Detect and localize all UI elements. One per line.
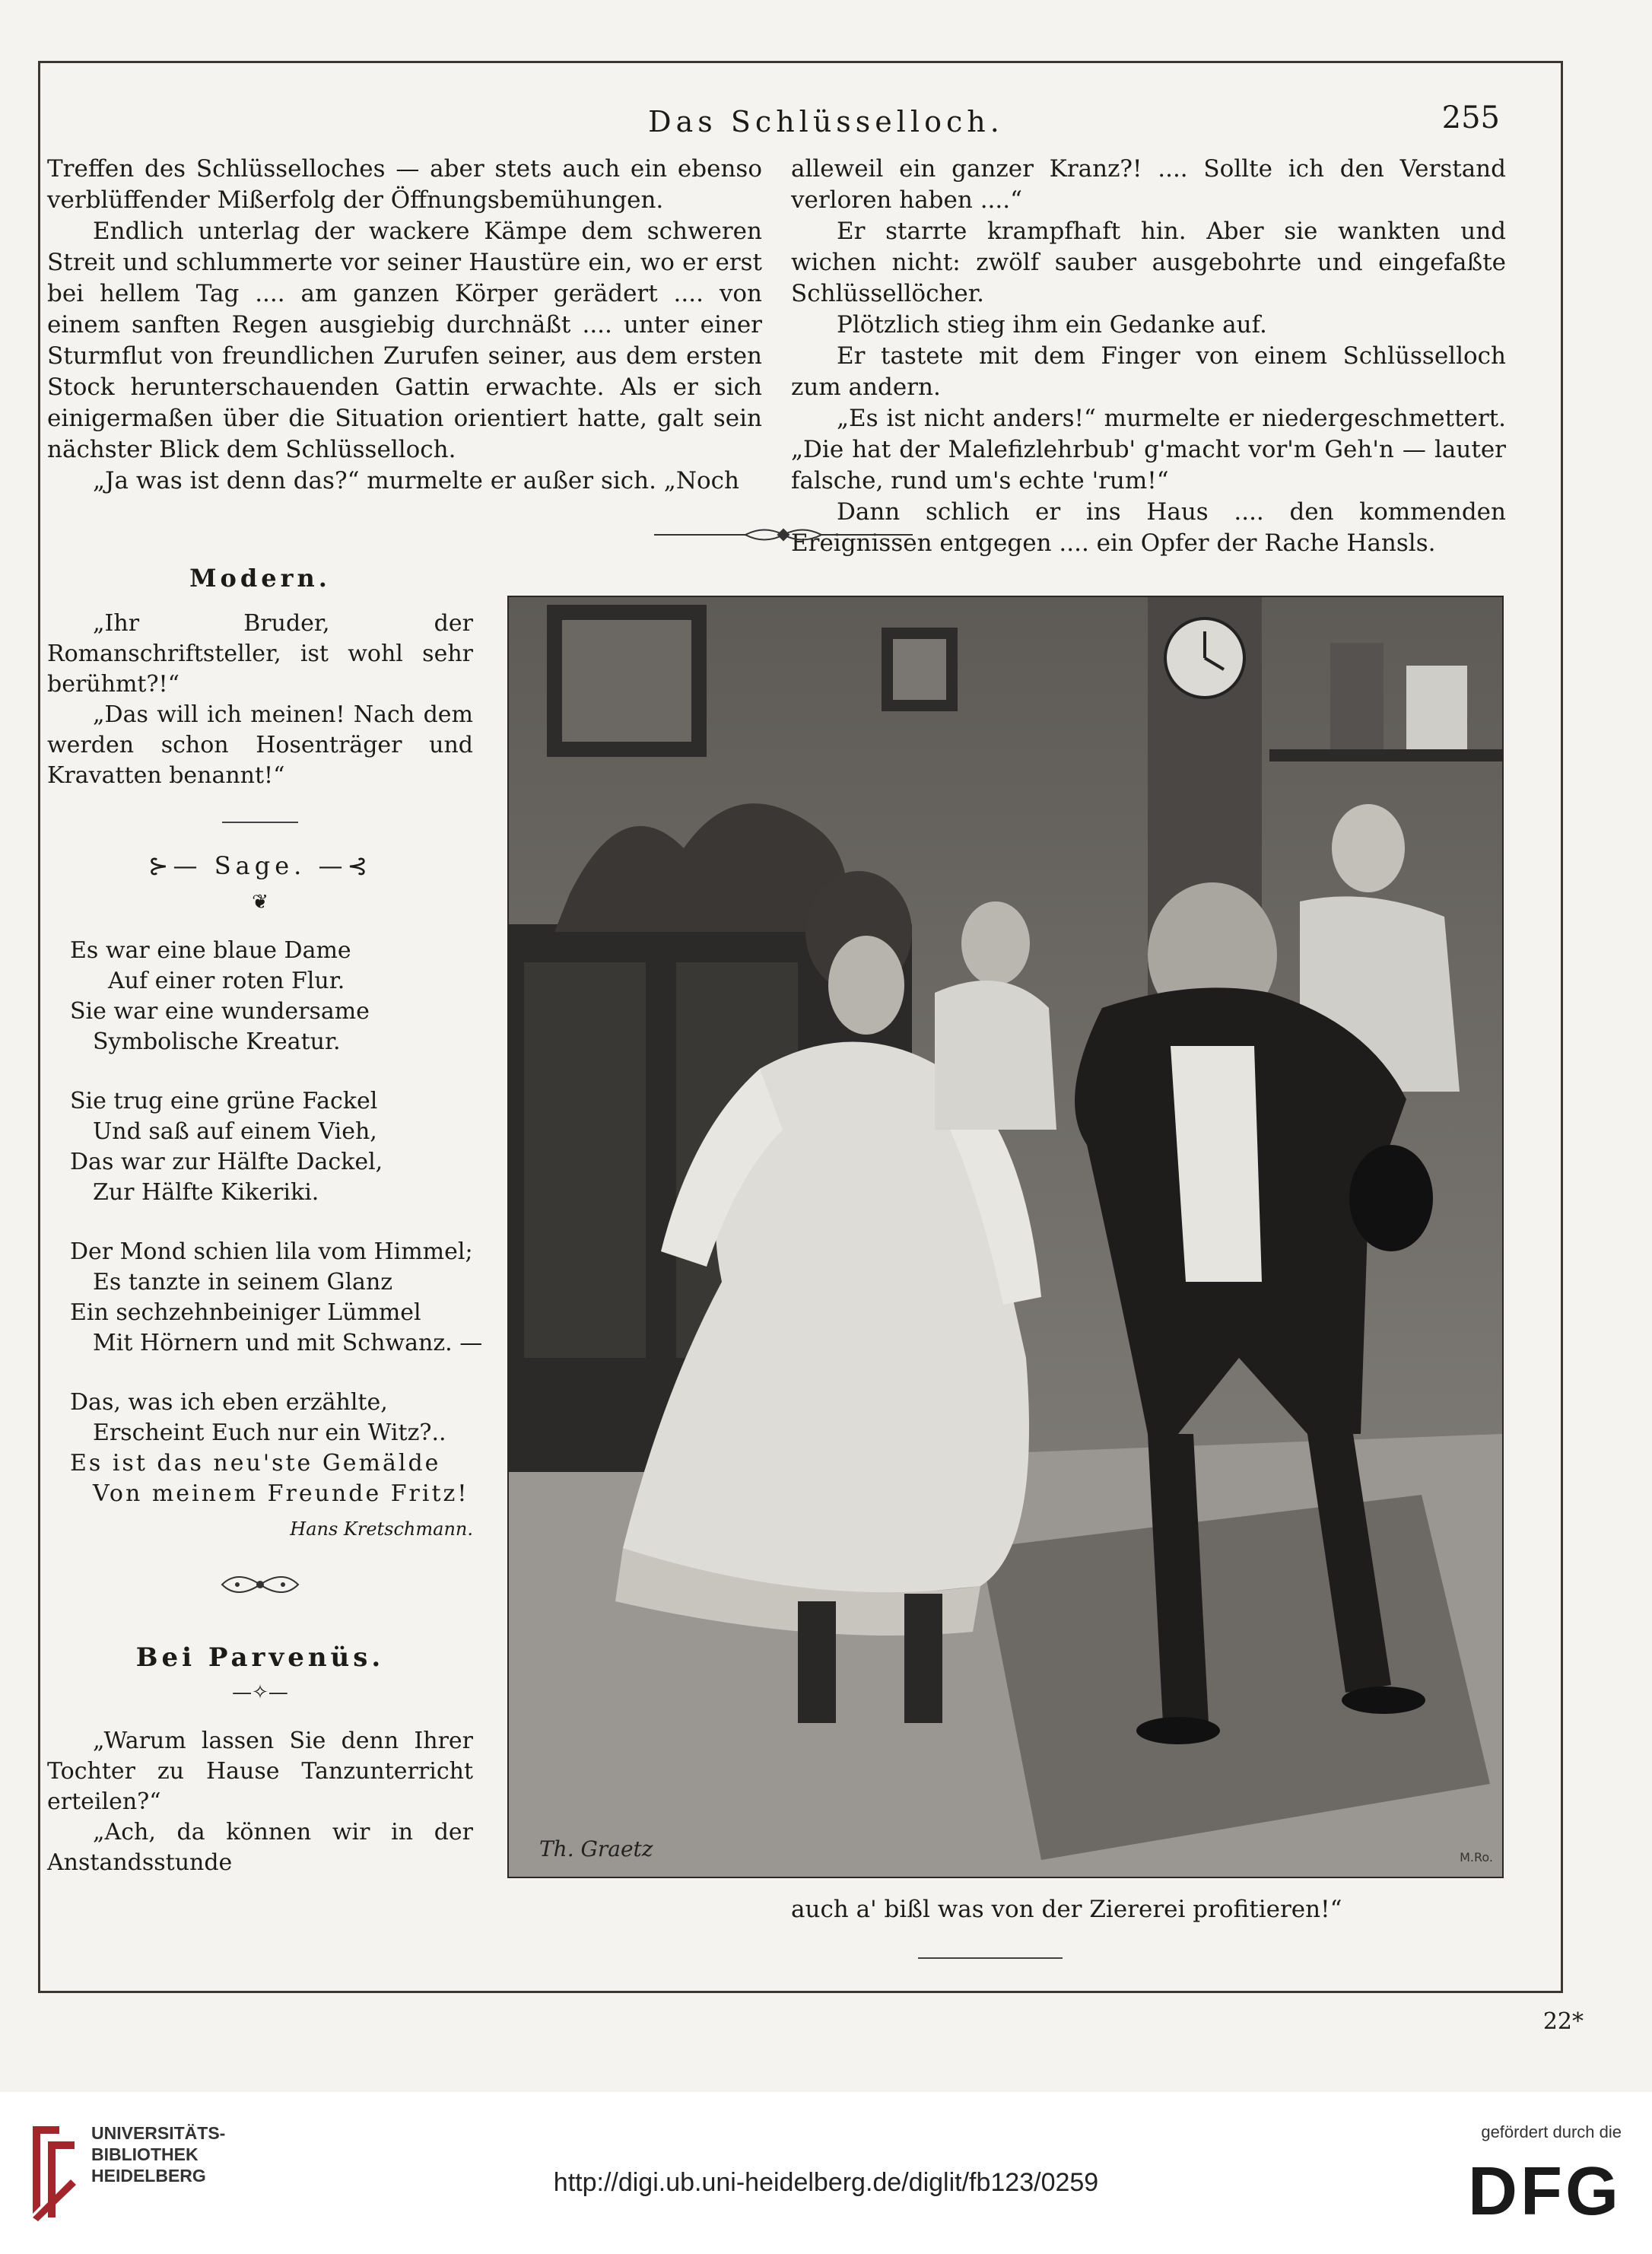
library-line: UNIVERSITÄTS- — [91, 2123, 226, 2143]
poem-line: Ein sechzehnbeiniger Lümmel — [70, 1299, 421, 1326]
paragraph: „Es ist nicht anders!“ murmelte er niedergeschmettert. „Die hat der Malefizlehrbub' g'macht vor'm Geh'n — lauter falsche, rund um's echte 'rum!“ — [791, 405, 1506, 494]
page-number: 255 — [1441, 100, 1500, 135]
column-right — [791, 154, 1506, 559]
poem-line: Sie war eine wundersame — [70, 998, 370, 1025]
modern-title: Modern. — [189, 564, 331, 593]
modern-text-1: „Ihr Bruder, der Romanschriftsteller, ist wohl sehr berühmt?!“ — [47, 610, 473, 698]
flourish-left-icon: ⊱— — [148, 851, 202, 880]
poem-line: Und saß auf einem Vieh, — [93, 1118, 377, 1145]
flourish-right-icon: —⊰ — [318, 851, 373, 880]
poem-line: Sie trug eine grüne Fackel — [70, 1088, 378, 1114]
poem-line: Auf einer roten Flur. — [108, 968, 345, 994]
paragraph: Plötzlich stieg ihm ein Gedanke auf. — [837, 311, 1267, 339]
sage-title: Sage. — [214, 851, 307, 880]
parvenus-continuation: auch a' bißl was von der Ziererei profitieren!“ — [791, 1896, 1342, 1923]
signature-mark: 22* — [1542, 2008, 1584, 2035]
column-left — [47, 154, 762, 497]
library-line: HEIDELBERG — [91, 2166, 206, 2186]
small-flourish-icon: —✧— — [232, 1681, 288, 1704]
artist-signature: Th. Graetz — [539, 1836, 653, 1861]
library-line: BIBLIOTHEK — [91, 2144, 199, 2164]
poem-line: Erscheint Euch nur ein Witz?.. — [93, 1419, 446, 1446]
end-rule — [918, 1957, 1063, 1959]
paragraph: Endlich unterlag der wackere Kämpe dem schweren Streit und schlummerte vor seiner Haustüre ein, wo er erst bei hellem Tag .... am ganzen Körper gerädert .... von einem sanften Regen ausgiebig durchnäßt .... unter einer Sturmflut von freundlichen Zurufen seiner, aus dem ersten Stock herunterschauenden Gattin erwachte. Als er sich einigermaßen über die Situation orientiert hatte, galt sein nächster Blick dem Schlüsselloch. — [47, 218, 762, 463]
paragraph: Treffen des Schlüsselloches — aber stets auch ein ebenso verblüffender Mißerfolg der Öffnungsbemühungen. — [47, 155, 762, 214]
dfg-logo: DFG — [1468, 2154, 1622, 2230]
poem-line: Es war eine blaue Dame — [70, 937, 351, 964]
sage-heading — [47, 850, 473, 881]
poem-line: Der Mond schien lila vom Himmel; — [70, 1238, 473, 1265]
printer-mark: M.Ro. — [1460, 1850, 1493, 1865]
paragraph: Dann schlich er ins Haus .... den kommenden Ereignissen entgegen .... ein Opfer der Rache Hansls. — [791, 498, 1506, 557]
poem-line: Zur Hälfte Kikeriki. — [93, 1179, 319, 1206]
poem-line: Symbolische Kreatur. — [93, 1028, 341, 1055]
small-flourish-icon: ❦ — [252, 891, 268, 914]
illustration-drawing — [509, 597, 1502, 1877]
sidebar — [47, 563, 483, 1878]
illustration — [507, 596, 1504, 1878]
poem-line: Es ist das neu'ste Gemälde — [70, 1450, 441, 1477]
dfg-label: gefördert durch die — [1481, 2122, 1622, 2141]
vignette-ornament — [47, 1566, 473, 1612]
poem-line: Das war zur Hälfte Dackel, — [70, 1149, 383, 1175]
divider-ornament — [654, 523, 913, 546]
section-rule — [222, 822, 298, 823]
poem-author: Hans Kretschmann. — [290, 1518, 473, 1540]
sage-poem — [47, 936, 483, 1509]
poem-line: Es tanzte in seinem Glanz — [93, 1269, 393, 1295]
poem-line: Das, was ich eben erzählte, — [70, 1389, 388, 1416]
poem-line: Mit Hörnern und mit Schwanz. — — [93, 1330, 483, 1356]
poem-line: Von meinem Freunde Fritz! — [93, 1480, 469, 1507]
paragraph: „Ja was ist denn das?“ murmelte er außer sich. „Noch — [93, 467, 739, 494]
parvenus-text-2: „Ach, da können wir in der Anstandsstunde — [47, 1819, 473, 1876]
paragraph: Er starrte krampfhaft hin. Aber sie wankten und wichen nicht: zwölf sauber ausgebohrte und eingefaßte Schlüssellöcher. — [791, 218, 1506, 307]
source-url-link[interactable]: http://digi.ub.uni-heidelberg.de/diglit/fb123/0259 — [553, 2168, 1099, 2197]
modern-text-2: „Das will ich meinen! Nach dem werden schon Hosenträger und Kravatten benannt!“ — [47, 701, 473, 789]
paragraph: alleweil ein ganzer Kranz?! .... Sollte ich den Verstand verloren haben ....“ — [791, 155, 1506, 214]
running-head: Das Schlüsselloch. — [648, 105, 1004, 138]
parvenus-title: Bei Parvenüs. — [135, 1642, 385, 1673]
paragraph: Er tastete mit dem Finger von einem Schlüsselloch zum andern. — [791, 342, 1506, 401]
parvenus-text-1: „Warum lassen Sie denn Ihrer Tochter zu Hause Tanzunterricht erteilen?“ — [47, 1728, 473, 1815]
